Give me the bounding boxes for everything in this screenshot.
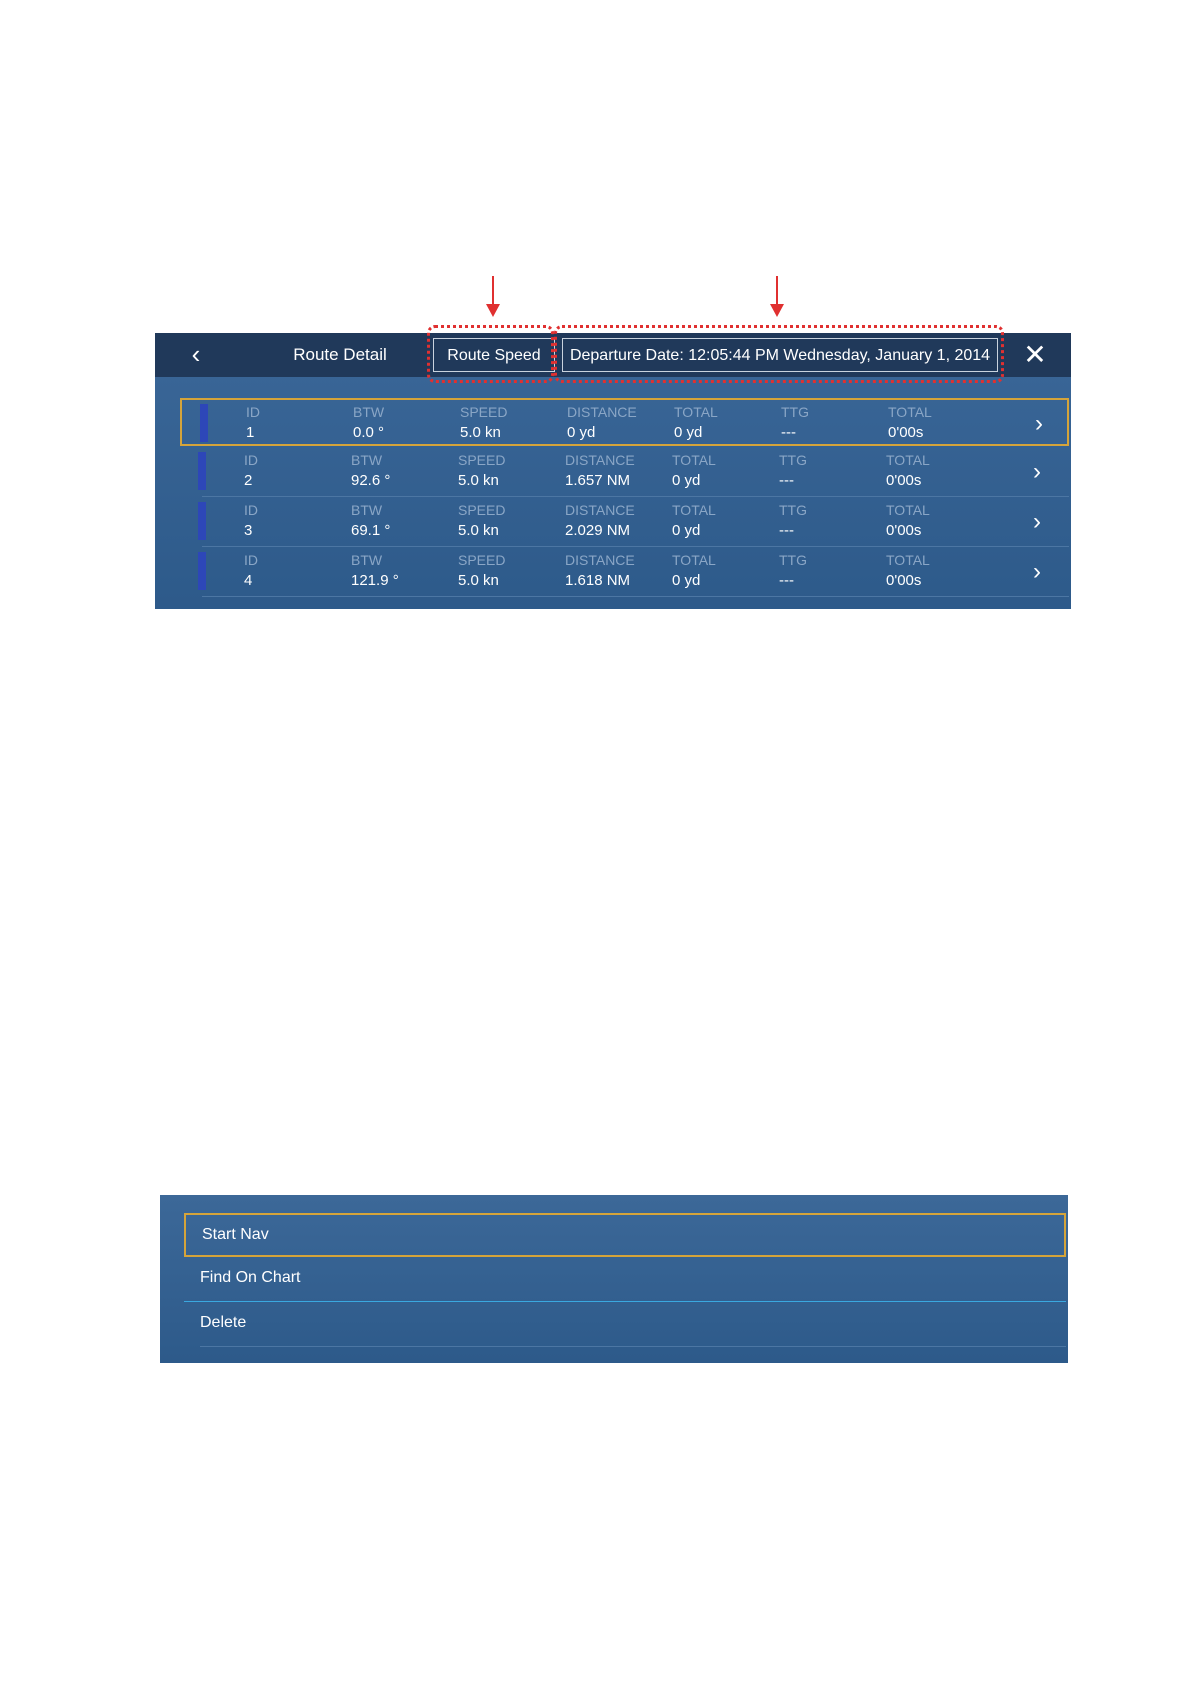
column-label-ttg: TTG	[779, 452, 807, 468]
waypoint-ttg: ---	[779, 472, 794, 489]
route-speed-button[interactable]: Route Speed	[433, 338, 555, 372]
column-label-distance: DISTANCE	[565, 552, 635, 568]
waypoint-ttg: ---	[781, 424, 796, 441]
chevron-right-icon[interactable]: ›	[1033, 558, 1041, 585]
column-label-ttg: TTG	[781, 404, 809, 420]
column-label-id: ID	[244, 452, 258, 468]
column-label-id: ID	[244, 502, 258, 518]
column-label-ttg: TTG	[779, 502, 807, 518]
page-title: Route Detail	[293, 345, 387, 364]
row-divider	[202, 546, 1069, 547]
waypoint-speed: 5.0 kn	[460, 424, 501, 441]
column-label-distance: DISTANCE	[565, 452, 635, 468]
delete-menu-item[interactable]: Delete	[200, 1314, 247, 1331]
column-label-total-distance: TOTAL	[672, 502, 716, 518]
column-label-speed: SPEED	[458, 552, 506, 568]
waypoint-row[interactable]	[180, 448, 1069, 496]
annotation-box-route-speed	[427, 325, 554, 383]
waypoint-distance: 2.029 NM	[565, 522, 631, 539]
column-label-total-distance: TOTAL	[674, 404, 718, 420]
waypoint-speed: 5.0 kn	[458, 472, 499, 489]
chevron-right-icon[interactable]: ›	[1033, 508, 1041, 535]
waypoint-row[interactable]	[180, 498, 1069, 546]
waypoint-speed: 5.0 kn	[458, 522, 499, 539]
annotation-arrow-departure-date	[776, 276, 778, 315]
waypoint-distance: 1.618 NM	[565, 572, 631, 589]
waypoint-speed: 5.0 kn	[458, 572, 499, 589]
waypoint-id: 1	[246, 424, 255, 441]
row-marker	[198, 552, 206, 590]
route-menu-panel	[160, 1195, 1068, 1363]
waypoint-total-distance: 0 yd	[672, 572, 701, 589]
column-label-total-time: TOTAL	[888, 404, 932, 420]
waypoint-id: 3	[244, 522, 253, 539]
waypoint-distance: 1.657 NM	[565, 472, 631, 489]
annotation-box-departure-date	[554, 325, 1004, 383]
waypoint-btw: 121.9 °	[351, 572, 399, 589]
waypoint-id: 2	[244, 472, 253, 489]
waypoint-btw: 69.1 °	[351, 522, 391, 539]
row-marker	[198, 502, 206, 540]
waypoint-total-distance: 0 yd	[672, 522, 701, 539]
column-label-distance: DISTANCE	[565, 502, 635, 518]
column-label-id: ID	[246, 404, 260, 420]
start-nav-menu-item[interactable]: Start Nav	[184, 1213, 1066, 1257]
column-label-distance: DISTANCE	[567, 404, 637, 420]
waypoint-btw: 92.6 °	[351, 472, 391, 489]
menu-divider	[200, 1346, 1066, 1347]
annotation-arrow-route-speed	[492, 276, 494, 315]
column-label-total-distance: TOTAL	[672, 452, 716, 468]
waypoint-btw: 0.0 °	[353, 424, 385, 441]
row-marker	[200, 404, 208, 442]
waypoint-total-time: 0'00s	[888, 424, 924, 441]
waypoint-total-time: 0'00s	[886, 522, 922, 539]
column-label-total-time: TOTAL	[886, 452, 930, 468]
column-label-btw: BTW	[351, 502, 383, 518]
waypoint-total-distance: 0 yd	[674, 424, 703, 441]
chevron-left-icon[interactable]: ‹	[191, 339, 201, 369]
waypoint-id: 4	[244, 572, 253, 589]
waypoint-distance: 0 yd	[567, 424, 596, 441]
row-divider	[202, 596, 1069, 597]
waypoint-total-time: 0'00s	[886, 572, 922, 589]
column-label-btw: BTW	[351, 452, 383, 468]
column-label-btw: BTW	[353, 404, 385, 420]
departure-date-button[interactable]: Departure Date: 12:05:44 PM Wednesday, January 1, 2014	[562, 338, 998, 372]
waypoint-ttg: ---	[779, 522, 794, 539]
column-label-speed: SPEED	[458, 452, 506, 468]
column-label-id: ID	[244, 552, 258, 568]
waypoint-ttg: ---	[779, 572, 794, 589]
waypoint-row[interactable]	[180, 548, 1069, 596]
column-label-total-distance: TOTAL	[672, 552, 716, 568]
row-marker	[198, 452, 206, 490]
menu-divider	[184, 1301, 1066, 1302]
column-label-speed: SPEED	[458, 502, 506, 518]
column-label-total-time: TOTAL	[886, 502, 930, 518]
close-icon[interactable]: ✕	[1023, 339, 1047, 370]
chevron-right-icon[interactable]: ›	[1035, 410, 1043, 437]
row-divider	[202, 496, 1069, 497]
waypoint-total-time: 0'00s	[886, 472, 922, 489]
waypoint-total-distance: 0 yd	[672, 472, 701, 489]
column-label-btw: BTW	[351, 552, 383, 568]
column-label-ttg: TTG	[779, 552, 807, 568]
column-label-total-time: TOTAL	[886, 552, 930, 568]
waypoint-row[interactable]	[180, 398, 1069, 446]
find-on-chart-menu-item[interactable]: Find On Chart	[200, 1269, 301, 1286]
chevron-right-icon[interactable]: ›	[1033, 458, 1041, 485]
column-label-speed: SPEED	[460, 404, 508, 420]
